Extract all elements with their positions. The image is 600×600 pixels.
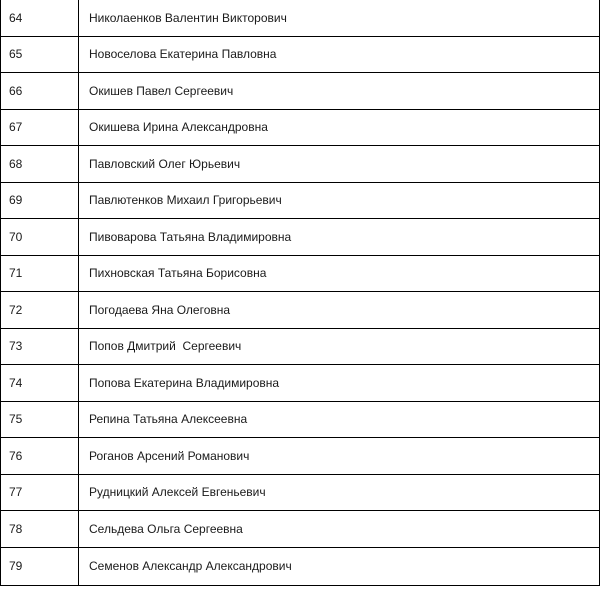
table-row — [1, 438, 600, 475]
row-number: 65 — [1, 36, 79, 73]
row-full-name: Павлютенков Михаил Григорьевич — [79, 182, 600, 219]
table-row — [1, 474, 600, 511]
table-row — [1, 219, 600, 256]
row-number: 69 — [1, 182, 79, 219]
table-row — [1, 328, 600, 365]
row-full-name: Роганов Арсений Романович — [79, 438, 600, 475]
row-full-name: Окишева Ирина Александровна — [79, 109, 600, 146]
row-full-name: Новоселова Екатерина Павловна — [79, 36, 600, 73]
row-number: 74 — [1, 365, 79, 402]
row-number: 78 — [1, 511, 79, 548]
row-number: 68 — [1, 146, 79, 183]
row-number: 79 — [1, 547, 79, 585]
row-number: 73 — [1, 328, 79, 365]
table-row — [1, 0, 600, 36]
row-full-name: Семенов Александр Александрович — [79, 547, 600, 585]
table-row — [1, 401, 600, 438]
row-full-name: Окишев Павел Сергеевич — [79, 73, 600, 110]
table-row — [1, 182, 600, 219]
table-row — [1, 365, 600, 402]
row-number: 70 — [1, 219, 79, 256]
row-full-name: Рудницкий Алексей Евгеньевич — [79, 474, 600, 511]
table-row — [1, 511, 600, 548]
row-full-name: Пивоварова Татьяна Владимировна — [79, 219, 600, 256]
row-number: 72 — [1, 292, 79, 329]
row-full-name: Сельдева Ольга Сергеевна — [79, 511, 600, 548]
table-row — [1, 292, 600, 329]
row-number: 75 — [1, 401, 79, 438]
row-number: 77 — [1, 474, 79, 511]
row-number: 67 — [1, 109, 79, 146]
row-number: 64 — [1, 0, 79, 36]
row-full-name: Репина Татьяна Алексеевна — [79, 401, 600, 438]
table-row — [1, 255, 600, 292]
row-number: 66 — [1, 73, 79, 110]
row-full-name: Павловский Олег Юрьевич — [79, 146, 600, 183]
row-full-name: Николаенков Валентин Викторович — [79, 0, 600, 36]
row-full-name: Попов Дмитрий Сергеевич — [79, 328, 600, 365]
table-row — [1, 73, 600, 110]
table-row — [1, 109, 600, 146]
row-number: 71 — [1, 255, 79, 292]
table-row — [1, 36, 600, 73]
row-full-name: Попова Екатерина Владимировна — [79, 365, 600, 402]
row-number: 76 — [1, 438, 79, 475]
row-full-name: Погодаева Яна Олеговна — [79, 292, 600, 329]
table-row — [1, 547, 600, 585]
table-row — [1, 146, 600, 183]
row-full-name: Пихновская Татьяна Борисовна — [79, 255, 600, 292]
